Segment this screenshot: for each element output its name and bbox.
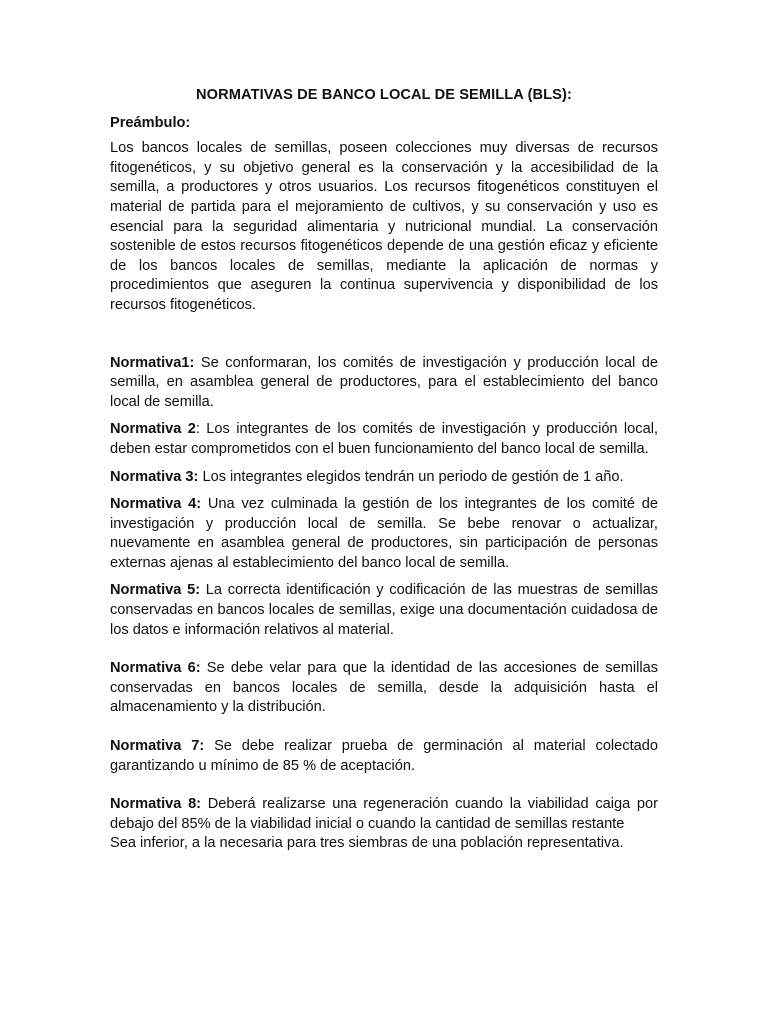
normativa-8 [110,795,658,854]
normativa-8-continuation: Sea inferior, a la necesaria para tres siembras de una población representativa. [110,835,624,852]
normativa-6-text: Se debe velar para que la identidad de las accesiones de semillas conservadas en bancos locales de semilla, desde la adquisición hasta el almacenamiento y la distribución. [110,660,658,716]
normativa-8-label: Normativa 8: [110,796,202,813]
normativa-3-text: Los integrantes elegidos tendrán un periodo de gestión de 1 año. [198,468,624,485]
normativa-4 [110,495,658,573]
normativa-7-text: Se debe realizar prueba de germinación al material colectado garantizando u mínimo de 85 % de aceptación. [110,738,658,774]
preamble-paragraph: Los bancos locales de semillas, poseen colecciones muy diversas de recursos fitogenéticos, y su objetivo general es la conservación y la accesibilidad de la semilla, a productores y otros usuarios. Los recursos fitogenéticos constituyen el material de partida para el mejoramiento de cultivos, y su conservación y uso es esencial para la seguridad alimentaria y nutricional mundial. La conservación sostenible de estos recursos fitogenéticos depende de una gestión eficaz y eficiente de los bancos locales de semillas, mediante la aplicación de normas y procedimientos que aseguren la continua supervivencia y disponibilidad de los recursos fitogenéticos. [110,140,658,313]
normativa-7-label: Normativa 7: [110,738,205,755]
normativa-5 [110,581,658,640]
normativa-8-text: Deberá realizarse una regeneración cuando la viabilidad caiga por debajo del 85% de la viabilidad inicial o cuando la cantidad de semillas restante [110,796,658,832]
normativa-2-label: Normativa 2 [110,421,196,438]
normativa-5-label: Normativa 5: [110,582,201,599]
normativa-4-label: Normativa 4: [110,496,202,513]
document-title: NORMATIVAS DE BANCO LOCAL DE SEMILLA (BLS): [196,87,572,103]
normativa-1-label: Normativa1: [110,354,195,371]
normativa-7 [110,737,658,776]
normativa-6 [110,659,658,718]
normativa-4-text: Una vez culminada la gestión de los integrantes de los comité de investigación y producción local de semilla. Se bebe renovar o actualizar, nuevamente en asamblea general de productores, sin participación de personas externas ajenas al establecimiento del banco local de semilla. [110,496,658,571]
document-body [110,86,658,862]
normativa-3-label: Normativa 3: [110,468,199,485]
normativa-2-text: : Los integrantes de los comités de investigación y producción local, deben estar comprometidos con el buen funcionamiento del banco local de semilla. [110,421,658,457]
normativa-2 [110,420,658,459]
normativa-6-label: Normativa 6: [110,660,201,677]
normativa-3 [110,468,658,488]
normativa-1-text: Se conformaran, los comités de investigación y producción local de semilla, en asamblea general de productores, para el establecimiento del banco local de semilla. [110,354,658,410]
preamble-heading: Preámbulo: [110,114,191,131]
normativa-5-text: La correcta identificación y codificación de las muestras de semillas conservadas en bancos locales de semillas, exige una documentación cuidadosa de los datos e información relativos al material. [110,582,659,638]
normativa-1 [110,354,658,413]
